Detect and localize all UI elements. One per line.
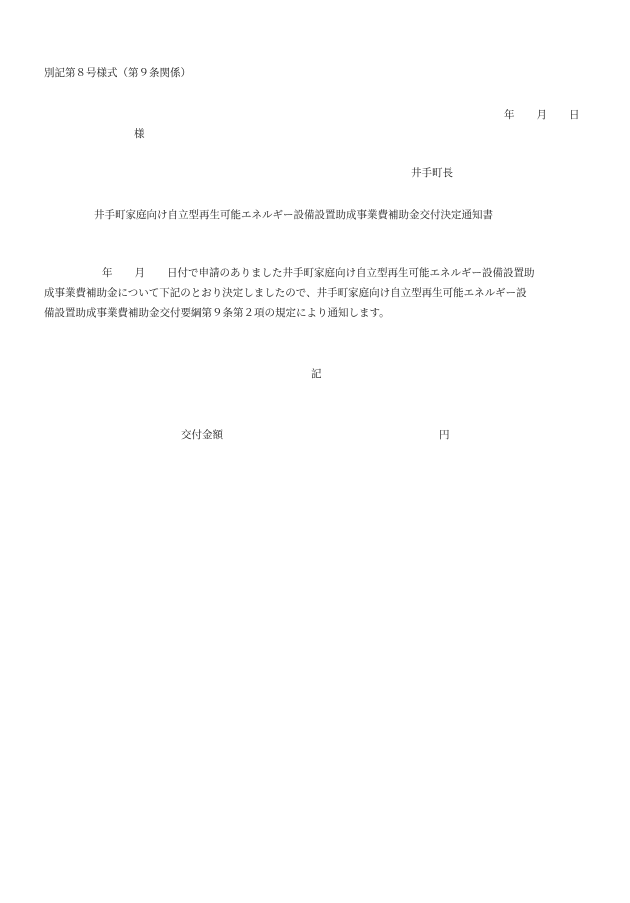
date-month-label: 月 — [536, 109, 547, 121]
body-line-1 — [44, 263, 594, 283]
body-line-2: 成事業費補助金について下記のとおり決定しましたので、井手町家庭向け自立型再生可能エネルギー設 — [44, 287, 527, 299]
body-year-label: 年 — [102, 267, 113, 279]
form-number: 別記第８号様式（第９条関係） — [44, 67, 191, 79]
amount-label: 交付金額 — [181, 429, 223, 441]
ki-heading: 記 — [311, 368, 322, 380]
amount-unit: 円 — [439, 429, 450, 441]
sender-name: 井手町長 — [411, 167, 453, 179]
addressee-suffix: 様 — [134, 128, 145, 140]
body-month-label: 月 — [134, 267, 145, 279]
date-year-label: 年 — [504, 109, 515, 121]
date-line — [504, 108, 580, 122]
body-line-1-text: 日付で申請のありました井手町家庭向け自立型再生可能エネルギー設備設置助 — [167, 267, 535, 279]
document-title: 井手町家庭向け自立型再生可能エネルギー設備設置助成事業費補助金交付決定通知書 — [94, 209, 493, 221]
date-day-label: 日 — [569, 109, 580, 121]
body-paragraph — [44, 263, 594, 323]
body-line-3: 備設置助成事業費補助金交付要綱第９条第２項の規定により通知します。 — [44, 307, 390, 319]
